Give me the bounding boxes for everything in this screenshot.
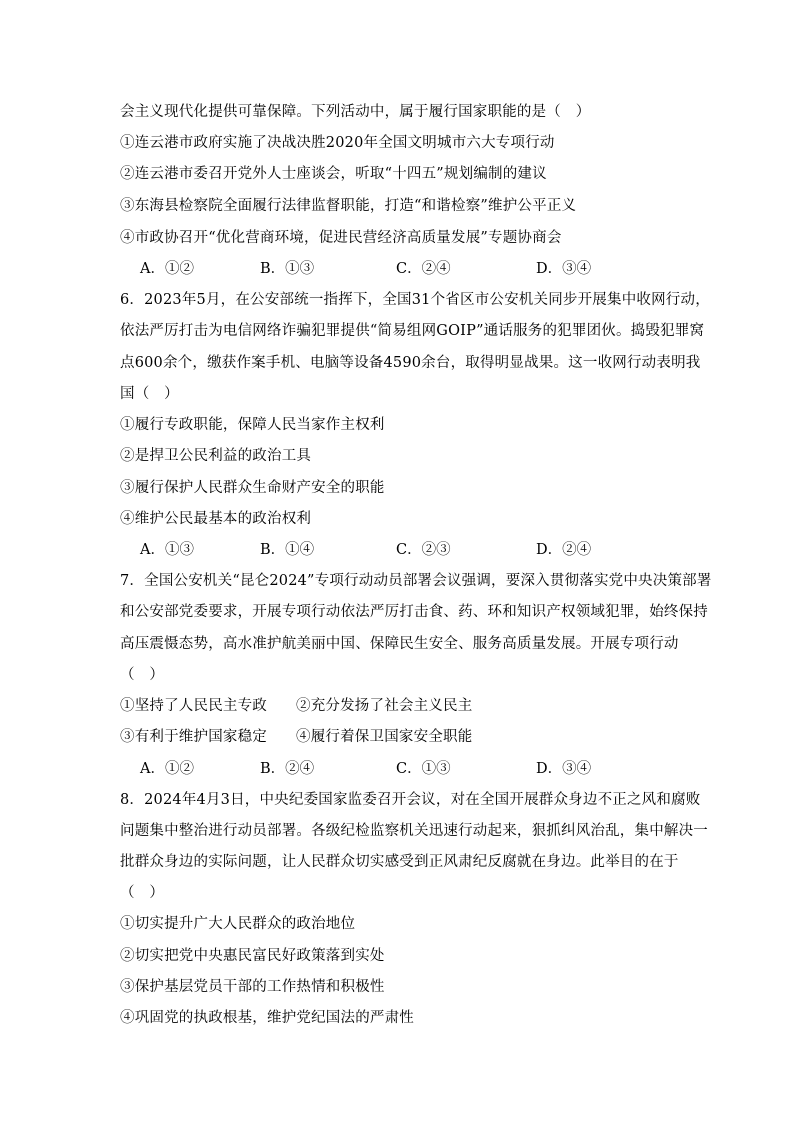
q8-item-1: ①切实提升广大人民群众的政治地位: [120, 916, 356, 932]
q5-option-c[interactable]: C．②④: [396, 261, 451, 277]
q5-item-3: ③东海县检察院全面履行法律监督职能，打造“和谐检察”维护公平正义: [120, 198, 577, 214]
q7-option-d[interactable]: D．③④: [536, 761, 592, 777]
q5-item-2: ②连云港市委召开党外人士座谈会，听取“十四五”规划编制的建议: [120, 166, 547, 182]
q8-stem-line-2: 问题集中整治进行动员部署。各级纪检监察机关迅速行动起来，狠抓纠风治乱，集中解决一: [120, 823, 708, 839]
q7-item-row-2: [120, 727, 680, 747]
q7-stem-line-2: 和公安部党委要求，开展专项行动依法严厉打击食、药、环和知识产权领域犯罪，始终保持: [120, 604, 708, 620]
q6-stem-line-2: 依法严厉打击为电信网络诈骗犯罪提供“简易组网GOIP”通话服务的犯罪团伙。捣毁犯罪窝: [120, 323, 705, 339]
q5-option-d[interactable]: D．③④: [536, 261, 592, 277]
q6-stem-line-4: 国（ ）: [120, 386, 179, 402]
q8-item-2: ②切实把党中央惠民富民好政策落到实处: [120, 948, 385, 964]
q8-stem-line-3: 批群众身边的实际问题，让人民群众切实感受到正风肃纪反腐就在身边。此举目的在于: [120, 854, 679, 870]
q8-item-3: ③保护基层党员干部的工作热情和积极性: [120, 979, 385, 995]
q6-stem-line-3: 点600余个，缴获作案手机、电脑等设备4590余台，取得明显战果。这一收网行动表明我: [120, 355, 701, 371]
q7-item-2: ②充分发扬了社会主义民主: [296, 698, 473, 714]
q8-item-4: ④巩固党的执政根基，维护党纪国法的严肃性: [120, 1010, 414, 1026]
q5-item-1: ①连云港市政府实施了决战决胜2020年全国文明城市六大专项行动: [120, 135, 555, 151]
q7-options: [140, 759, 660, 779]
q6-stem-line-1: 6．2023年5月，在公安部统一指挥下，全国31个省区市公安机关同步开展集中收网行动，: [120, 292, 710, 308]
q7-option-c[interactable]: C．①③: [396, 761, 451, 777]
q8-stem-line-1: 8．2024年4月3日，中央纪委国家监委召开会议，对在全国开展群众身边不正之风和腐败: [120, 792, 701, 808]
q7-stem-line-4: （ ）: [120, 667, 165, 683]
q7-item-row-1: [120, 696, 680, 716]
q6-option-c[interactable]: C．②③: [396, 542, 451, 558]
q7-option-a[interactable]: A．①②: [140, 761, 194, 777]
q7-stem-line-3: 高压震慑态势，高水准护航美丽中国、保障民生安全、服务高质量发展。开展专项行动: [120, 636, 679, 652]
q5-option-a[interactable]: A．①②: [140, 261, 194, 277]
q5-item-4: ④市政协召开“优化营商环境，促进民营经济高质量发展”专题协商会: [120, 230, 562, 246]
q7-item-1: ①坚持了人民民主专政: [120, 698, 267, 714]
q6-item-2: ②是捍卫公民利益的政治工具: [120, 448, 312, 464]
q6-option-b[interactable]: B．①④: [260, 542, 315, 558]
q6-item-3: ③履行保护人民群众生命财产安全的职能: [120, 480, 385, 496]
q5-stem-line: 会主义现代化提供可靠保障。下列活动中，属于履行国家职能的是（ ）: [120, 104, 591, 120]
q5-options: [140, 259, 660, 279]
q7-item-3: ③有利于维护国家稳定: [120, 729, 267, 745]
q7-item-4: ④履行着保卫国家安全职能: [296, 729, 473, 745]
q7-option-b[interactable]: B．②④: [260, 761, 315, 777]
q6-option-d[interactable]: D．②④: [536, 542, 592, 558]
q7-stem-line-1: 7．全国公安机关“昆仑2024”专项行动动员部署会议强调，要深入贯彻落实党中央决策部署: [120, 573, 712, 589]
q8-stem-line-4: （ ）: [120, 885, 165, 901]
q6-item-4: ④维护公民最基本的政治权利: [120, 511, 312, 527]
q6-options: [140, 540, 660, 560]
q6-option-a[interactable]: A．①③: [140, 542, 194, 558]
q6-item-1: ①履行专政职能，保障人民当家作主权利: [120, 417, 385, 433]
q5-option-b[interactable]: B．①③: [260, 261, 315, 277]
